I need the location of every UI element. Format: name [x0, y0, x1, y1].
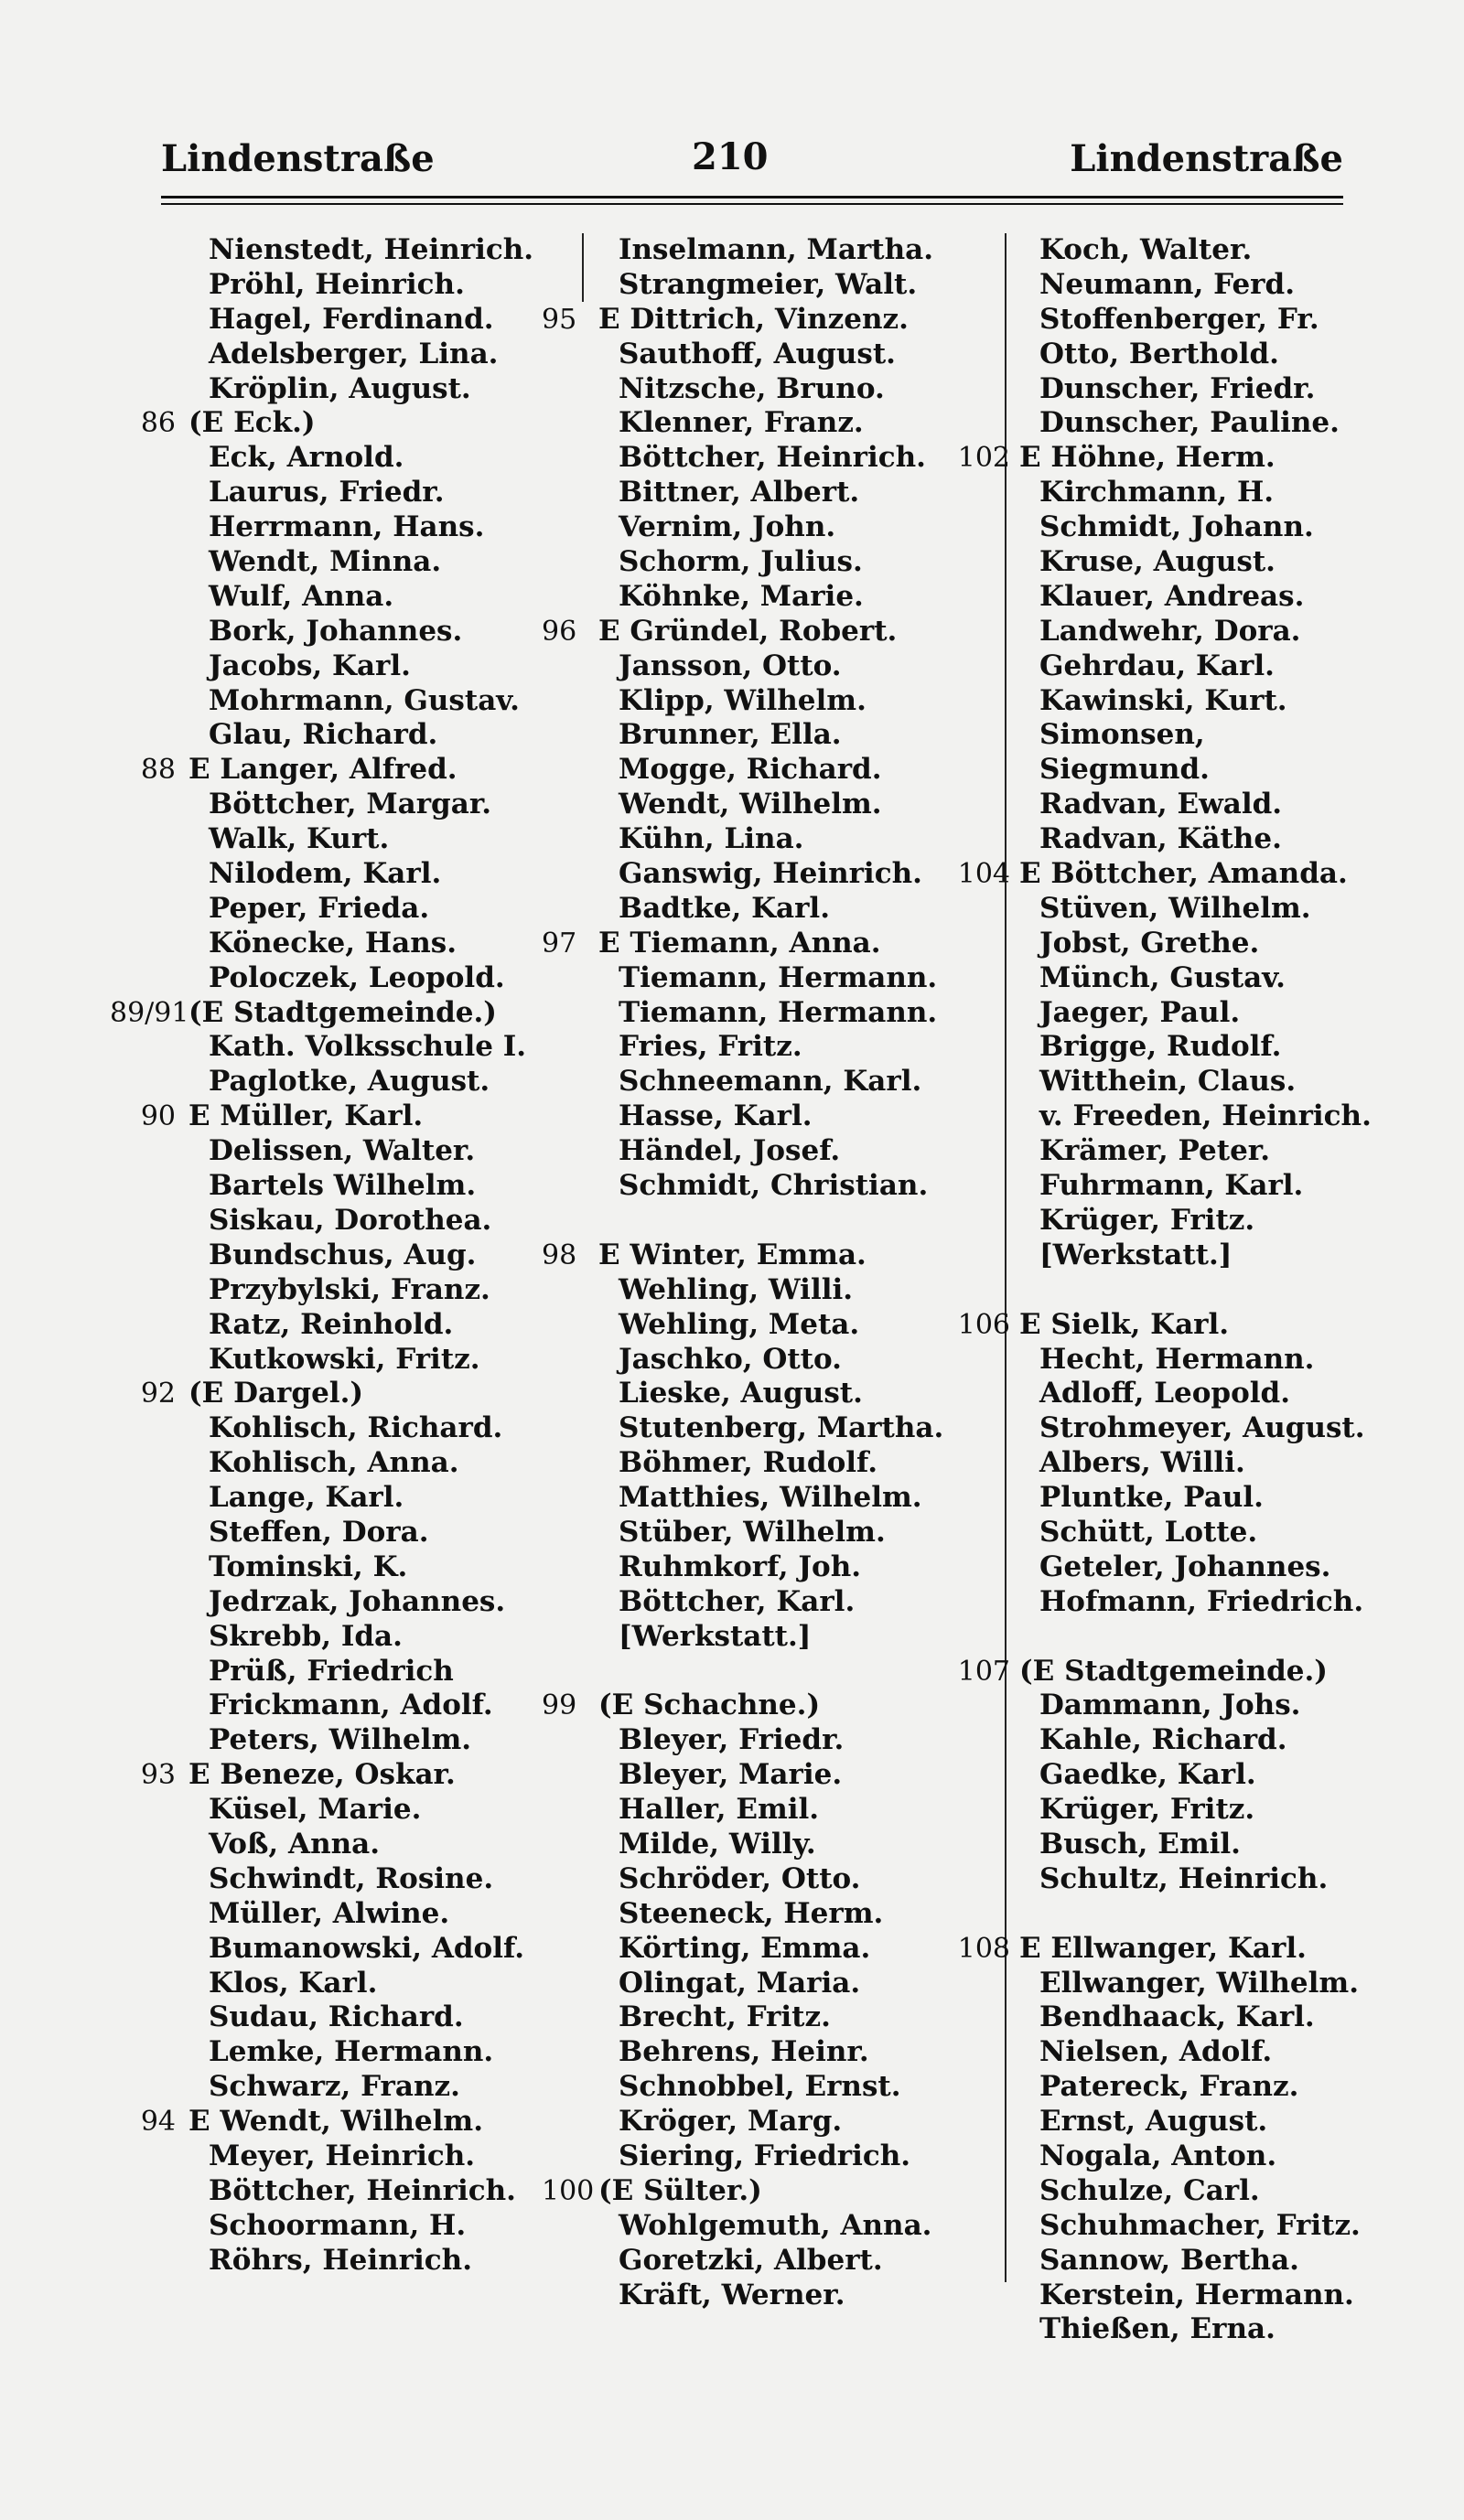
resident-name: Pluntke, Paul. [1039, 1481, 1264, 1515]
resident-name: Wehling, Meta. [619, 1307, 860, 1341]
resident-name: Poloczek, Leopold. [209, 960, 505, 994]
resident-name: E Gründel, Robert. [598, 614, 898, 648]
house-number: 102 [957, 442, 1010, 475]
resident-name: Olingat, Maria. [619, 1966, 861, 2000]
resident-name: [Werkstatt.] [619, 1619, 812, 1653]
resident-name: Behrens, Heinr. [619, 2035, 869, 2069]
resident-name: Kawinski, Kurt. [1039, 683, 1287, 717]
resident-name: E Ellwanger, Karl. [1019, 1931, 1307, 1965]
resident-name: Eck, Arnold. [209, 441, 404, 475]
resident-name: Kröplin, August. [209, 371, 471, 405]
resident-name: Badtke, Karl. [619, 891, 831, 925]
resident-name: Köhnke, Marie. [619, 579, 864, 613]
resident-name: Glau, Richard. [209, 718, 438, 752]
house-number: 100 [542, 2174, 595, 2207]
resident-name: Siering, Friedrich. [619, 2139, 911, 2172]
resident-name: Schuhmacher, Fritz. [1039, 2208, 1361, 2242]
resident-name: Böttcher, Heinrich. [619, 441, 926, 475]
resident-name: Delissen, Walter. [209, 1134, 476, 1168]
resident-name: Nilodem, Karl. [209, 857, 442, 891]
resident-name: Schorm, Julius. [619, 545, 863, 579]
house-number: 94 [140, 2106, 176, 2139]
house-number: 96 [542, 615, 577, 648]
resident-name: Lemke, Hermann. [209, 2035, 494, 2069]
resident-name: Münch, Gustav. [1039, 960, 1286, 994]
resident-name: Schröder, Otto. [619, 1861, 861, 1895]
resident-name: Milde, Willy. [619, 1827, 816, 1861]
resident-name: E Beneze, Oskar. [188, 1758, 456, 1792]
resident-name: Klenner, Franz. [619, 406, 864, 440]
resident-name: Otto, Berthold. [1039, 337, 1279, 370]
resident-name: Ratz, Reinhold. [209, 1307, 454, 1341]
house-number: 89/91 [110, 996, 189, 1029]
page-header [161, 137, 1343, 192]
house-number: 88 [140, 754, 176, 787]
resident-name: Radvan, Käthe. [1039, 822, 1282, 856]
resident-name: Schwindt, Rosine. [209, 1861, 494, 1895]
resident-name: Wehling, Willi. [619, 1272, 854, 1306]
house-number: 90 [140, 1100, 176, 1133]
resident-name: Wohlgemuth, Anna. [619, 2208, 932, 2242]
resident-name: Sauthoff, August. [619, 337, 896, 370]
resident-name: E Müller, Karl. [188, 1099, 424, 1133]
resident-name: Fuhrmann, Karl. [1039, 1169, 1304, 1203]
resident-name: Bleyer, Friedr. [619, 1723, 845, 1757]
resident-name: Siegmund. [1039, 753, 1210, 787]
house-number: 86 [140, 407, 176, 440]
resident-name: Müller, Alwine. [209, 1896, 450, 1930]
resident-name: E Dittrich, Vinzenz. [598, 302, 909, 336]
resident-name: Fries, Fritz. [619, 1030, 802, 1064]
resident-name: Bleyer, Marie. [619, 1758, 843, 1792]
resident-name: E Winter, Emma. [598, 1238, 867, 1271]
resident-name: Herrmann, Hans. [209, 510, 485, 544]
resident-name: Peters, Wilhelm. [209, 1723, 472, 1757]
house-number: 99 [542, 1689, 577, 1722]
resident-name: Hofmann, Friedrich. [1039, 1584, 1364, 1618]
resident-name: Jaeger, Paul. [1039, 995, 1241, 1029]
resident-name: Tiemann, Hermann. [619, 995, 938, 1029]
resident-name: Kohlisch, Richard. [209, 1411, 503, 1445]
resident-name: Kröger, Marg. [619, 2105, 843, 2139]
resident-name: Brigge, Rudolf. [1039, 1030, 1282, 1064]
resident-name: Ellwanger, Wilhelm. [1039, 1966, 1360, 2000]
resident-name: Witthein, Claus. [1039, 1065, 1297, 1099]
resident-name: Schoormann, H. [209, 2208, 467, 2242]
resident-name: Schmidt, Christian. [619, 1169, 929, 1203]
resident-name: Bundschus, Aug. [209, 1238, 477, 1271]
house-number: 106 [957, 1308, 1010, 1341]
resident-name: Gehrdau, Karl. [1039, 649, 1275, 682]
resident-name: Paglotke, August. [209, 1065, 490, 1099]
resident-name: Wendt, Minna. [209, 545, 442, 579]
resident-name: Wulf, Anna. [209, 579, 394, 613]
resident-name: Kahle, Richard. [1039, 1723, 1287, 1757]
header-street-left: Lindenstraße [161, 137, 435, 180]
resident-name: Nogala, Anton. [1039, 2139, 1277, 2172]
resident-name: E Sielk, Karl. [1019, 1307, 1230, 1341]
resident-name: Nitzsche, Bruno. [619, 371, 885, 405]
house-number: 92 [140, 1378, 176, 1410]
resident-name: Kräft, Werner. [619, 2278, 845, 2311]
resident-name: (E Stadtgemeinde.) [188, 995, 497, 1029]
resident-name: Neumann, Ferd. [1039, 267, 1295, 301]
house-number: 93 [140, 1759, 176, 1792]
resident-name: Goretzki, Albert. [619, 2243, 883, 2277]
resident-name: Geteler, Johannes. [1039, 1550, 1331, 1583]
resident-name: Böttcher, Heinrich. [209, 2173, 516, 2207]
resident-name: Dunscher, Pauline. [1039, 406, 1340, 440]
resident-name: Stüber, Wilhelm. [619, 1515, 886, 1549]
resident-name: Jaschko, Otto. [619, 1342, 842, 1376]
resident-name: Wendt, Wilhelm. [619, 788, 882, 821]
resident-name: Thießen, Erna. [1039, 2312, 1276, 2346]
resident-name: E Wendt, Wilhelm. [188, 2105, 484, 2139]
resident-name: (E Stadtgemeinde.) [1019, 1654, 1328, 1688]
resident-name: Sudau, Richard. [209, 2000, 464, 2034]
resident-name: Böhmer, Rudolf. [619, 1446, 878, 1480]
resident-name: Prüß, Friedrich [209, 1654, 454, 1688]
resident-name: Tiemann, Hermann. [619, 960, 938, 994]
resident-name: Inselmann, Martha. [619, 233, 934, 266]
resident-name: (E Dargel.) [188, 1377, 364, 1410]
resident-name: Könecke, Hans. [209, 926, 458, 960]
resident-name: Kath. Volksschule I. [209, 1030, 527, 1064]
resident-name: Lange, Karl. [209, 1481, 404, 1515]
house-number: 108 [957, 1932, 1010, 1965]
resident-name: Dunscher, Friedr. [1039, 371, 1316, 405]
resident-name: Albers, Willi. [1039, 1446, 1245, 1480]
house-number: 97 [542, 927, 577, 960]
resident-name: Vernim, John. [619, 510, 836, 544]
resident-name: v. Freeden, Heinrich. [1039, 1099, 1372, 1133]
resident-name: E Langer, Alfred. [188, 753, 458, 787]
resident-name: Stutenberg, Martha. [619, 1411, 944, 1445]
resident-name: Schneemann, Karl. [619, 1065, 922, 1099]
resident-name: Böttcher, Karl. [619, 1584, 856, 1618]
resident-name: Nienstedt, Heinrich. [209, 233, 534, 266]
column-divider-2 [1005, 233, 1006, 2282]
resident-name: Händel, Josef. [619, 1134, 841, 1168]
resident-name: Kohlisch, Anna. [209, 1446, 459, 1480]
house-number: 104 [957, 858, 1010, 891]
resident-name: Dammann, Johs. [1039, 1689, 1301, 1722]
resident-name: Matthies, Wilhelm. [619, 1481, 922, 1515]
resident-name: Sannow, Bertha. [1039, 2243, 1299, 2277]
resident-name: Simonsen, [1039, 718, 1205, 752]
resident-name: Koch, Walter. [1039, 233, 1253, 266]
page-number: 210 [692, 135, 769, 178]
resident-name: Jansson, Otto. [619, 649, 842, 682]
resident-name: Schütt, Lotte. [1039, 1515, 1258, 1549]
resident-name: Radvan, Ewald. [1039, 788, 1283, 821]
resident-name: Steffen, Dora. [209, 1515, 429, 1549]
header-rule-thin [161, 203, 1343, 205]
resident-name: Patereck, Franz. [1039, 2070, 1299, 2104]
resident-name: Voß, Anna. [209, 1827, 381, 1861]
resident-name: Ganswig, Heinrich. [619, 857, 922, 891]
resident-name: (E Sülter.) [598, 2173, 762, 2207]
resident-name: Gaedke, Karl. [1039, 1758, 1256, 1792]
resident-name: Brecht, Fritz. [619, 2000, 831, 2034]
resident-name: Tominski, K. [209, 1550, 408, 1583]
resident-name: Stoffenberger, Fr. [1039, 302, 1319, 336]
resident-name: Kutkowski, Fritz. [209, 1342, 480, 1376]
resident-name: Brunner, Ella. [619, 718, 842, 752]
resident-name: Jobst, Grethe. [1039, 926, 1260, 960]
resident-name: Krüger, Fritz. [1039, 1203, 1255, 1237]
resident-name: Klauer, Andreas. [1039, 579, 1305, 613]
resident-name: Pröhl, Heinrich. [209, 267, 465, 301]
resident-name: Ernst, August. [1039, 2105, 1268, 2139]
resident-name: Jacobs, Karl. [209, 649, 411, 682]
resident-name: Meyer, Heinrich. [209, 2139, 476, 2172]
column-divider-1 [582, 233, 584, 302]
resident-name: Steeneck, Herm. [619, 1896, 884, 1930]
resident-name: Przybylski, Franz. [209, 1272, 490, 1306]
resident-name: Mogge, Richard. [619, 753, 882, 787]
resident-name: Walk, Kurt. [209, 822, 390, 856]
resident-name: Kerstein, Hermann. [1039, 2278, 1354, 2311]
resident-name: Frickmann, Adolf. [209, 1689, 493, 1722]
resident-name: Kirchmann, H. [1039, 476, 1275, 509]
resident-name: Lieske, August. [619, 1377, 863, 1410]
resident-name: Strangmeier, Walt. [619, 267, 918, 301]
resident-name: Schmidt, Johann. [1039, 510, 1314, 544]
resident-name: Siskau, Dorothea. [209, 1203, 492, 1237]
house-number: 98 [542, 1239, 577, 1271]
resident-name: Adelsberger, Lina. [209, 337, 499, 370]
resident-name: Schulze, Carl. [1039, 2173, 1260, 2207]
resident-name: Bartels Wilhelm. [209, 1169, 477, 1203]
resident-name: Hecht, Hermann. [1039, 1342, 1315, 1376]
resident-name: E Höhne, Herm. [1019, 441, 1276, 475]
resident-name: E Tiemann, Anna. [598, 926, 881, 960]
resident-name: Busch, Emil. [1039, 1827, 1241, 1861]
resident-name: Hagel, Ferdinand. [209, 302, 494, 336]
resident-name: Haller, Emil. [619, 1793, 820, 1827]
resident-name: Bittner, Albert. [619, 476, 860, 509]
header-rule-thick [161, 196, 1343, 198]
resident-name: Skrebb, Ida. [209, 1619, 403, 1653]
resident-name: Röhrs, Heinrich. [209, 2243, 472, 2277]
resident-name: Kruse, August. [1039, 545, 1276, 579]
resident-name: Strohmeyer, August. [1039, 1411, 1365, 1445]
resident-name: Stüven, Wilhelm. [1039, 891, 1311, 925]
resident-name: Krämer, Peter. [1039, 1134, 1271, 1168]
resident-name: Landwehr, Dora. [1039, 614, 1301, 648]
house-number: 95 [542, 303, 577, 336]
house-number: 107 [957, 1655, 1010, 1688]
resident-name: Mohrmann, Gustav. [209, 683, 520, 717]
resident-name: Adloff, Leopold. [1039, 1377, 1291, 1410]
resident-name: Böttcher, Margar. [209, 788, 492, 821]
resident-name: Laurus, Friedr. [209, 476, 445, 509]
resident-name: Schultz, Heinrich. [1039, 1861, 1329, 1895]
resident-name: Schnobbel, Ernst. [619, 2070, 901, 2104]
resident-name: Bendhaack, Karl. [1039, 2000, 1315, 2034]
resident-name: (E Eck.) [188, 406, 316, 440]
resident-name: Bumanowski, Adolf. [209, 1931, 525, 1965]
resident-name: E Böttcher, Amanda. [1019, 857, 1348, 891]
resident-name: Hasse, Karl. [619, 1099, 813, 1133]
resident-name: [Werkstatt.] [1039, 1238, 1233, 1271]
resident-name: Nielsen, Adolf. [1039, 2035, 1273, 2069]
resident-name: Klos, Karl. [209, 1966, 378, 2000]
header-street-right: Lindenstraße [1070, 137, 1343, 180]
resident-name: Bork, Johannes. [209, 614, 463, 648]
resident-name: Kühn, Lina. [619, 822, 804, 856]
resident-name: (E Schachne.) [598, 1689, 821, 1722]
resident-name: Peper, Frieda. [209, 891, 430, 925]
resident-name: Jedrzak, Johannes. [209, 1584, 506, 1618]
resident-name: Körting, Emma. [619, 1931, 871, 1965]
resident-name: Küsel, Marie. [209, 1793, 422, 1827]
resident-name: Ruhmkorf, Joh. [619, 1550, 862, 1583]
resident-name: Klipp, Wilhelm. [619, 683, 867, 717]
resident-name: Schwarz, Franz. [209, 2070, 460, 2104]
resident-name: Krüger, Fritz. [1039, 1793, 1255, 1827]
